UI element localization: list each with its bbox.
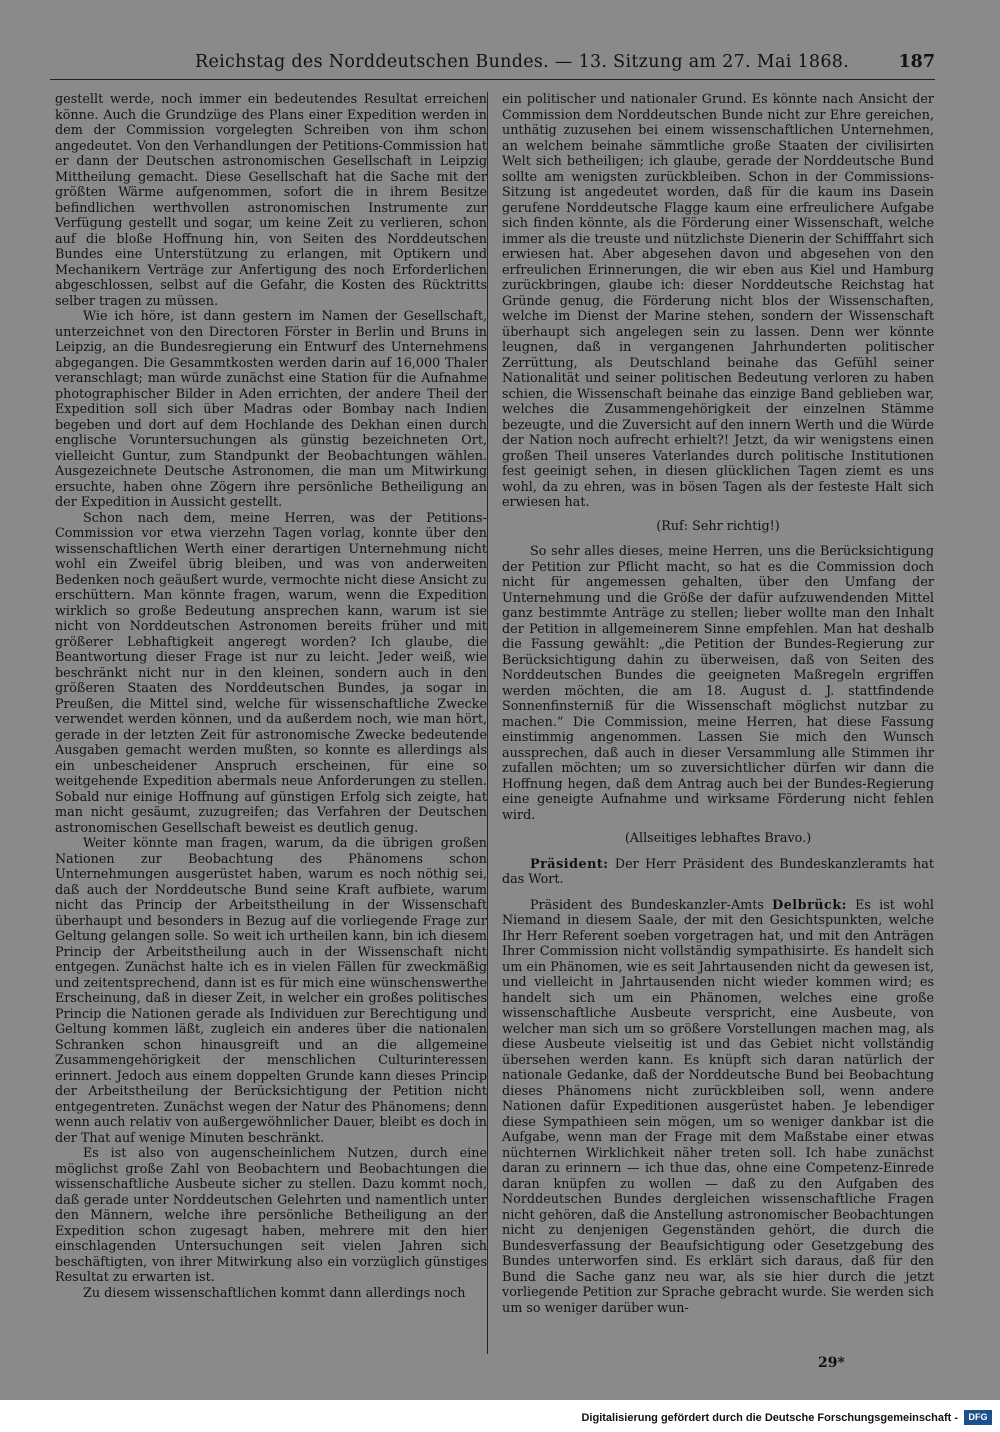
paragraph: ein politischer und nationaler Grund. Es könnte nach Ansicht der Commission dem Norddeutschen Bunde nicht zur Ehre gereichen, unthätig zuzusehen bei einem wissenschaftlichen Unternehmen, an welchem beinahe sämmtliche große Staaten der civilisirten Welt sich betheiligen; ich glaube, gerade der Norddeutsche Bund sollte am wenigsten zurückbleiben. Schon in der Commissions-Sitzung ist angedeutet worden, daß für die kaum ins Dasein gerufene Norddeutsche Flagge kaum eine erfreulichere Aufgabe sich finden könnte, als die Förderung einer Wissenschaft, welche immer als die treuste und nützlichste Dienerin der Schifffahrt sich erwiesen hat. Aber abgesehen davon und abgesehen von den erfreulichen Erinnerungen, die wir eben aus Kiel und Hamburg zurückbringen, glaube ich: dieser Norddeutsche Reichstag hat Gründe genug, die Förderung nicht blos der Wissenschaften, welche im Dienst der Marine stehen, sondern der Wissenschaft überhaupt sich angelegen sein zu lassen. Denn wer könnte leugnen, daß in vergangenen Jahrhunderten politischer Zerrüttung, als Deutschland beinahe das Gefühl seiner Nationalität und seiner politischen Bedeutung verloren zu haben schien, die Wissenschaft beinahe das einzige Band geblieben war, welches die Zusammengehörigkeit der einzelnen Stämme bezeugte, und die Zuversicht auf den innern Werth und die Würde der Nation noch aufrecht erhielt?! Jetzt, da wir wenigstens einen großen Theil unseres Vaterlandes durch politische Institutionen fest geeinigt sehen, in diesen glücklichen Tagen ziemt es uns wohl, da zu ehren, was in bösen Tagen als der festeste Halt sich erwiesen hat. [502,92,934,510]
speech-text: Es ist wohl Niemand in diesem Saale, der mit den Gesichtspunkten, welche Ihr Herr Referent soeben vorgetragen hat, und mit den Anträgen Ihrer Commission nicht vollständig sympathisirte. Es handelt sich um ein Phänomen, wie es seit Jahrtausenden nicht da gewesen ist, und vielleicht in Jahrtausenden nicht wieder kommen wird; es handelt sich um ein Phänomen, welches eine große wissenschaftliche Ausbeute verspricht, eine Ausbeute, von welcher man sich um so größere Vorstellungen machen mag, als diese Ausbeute vielseitig ist und das Gebiet nicht vollständig übersehen werden kann. Es knüpft sich daran natürlich der nationale Gedanke, daß der Norddeutsche Bund bei Beobachtung dieses Phänomens nicht zurückbleiben soll, wenn andere Nationen dafür Expeditionen ausgerüstet haben. Je lebendiger diese Sympathieen sein mögen, um so weniger dankbar ist die Aufgabe, wenn man der Frage mit dem Maßstabe einer etwas nüchternen Wirklichkeit näher treten soll. Ich habe zunächst daran zu erinnern — ich thue das, ohne eine Competenz-Einrede daran knüpfen zu wollen — daß zu den Aufgaben des Norddeutschen Bundes dergleichen wissenschaftliche Fragen nicht gehören, daß die Anstellung astronomischer Beobachtungen nicht zu denjenigen Gegenständen gehört, die durch die Bundesverfassung der Beaufsichtigung oder Gesetzgebung des Bundes unterworfen sind. Es erklärt sich daraus, daß für den Bund die Sache ganz neu war, als sie hier durch die jetzt vorliegende Petition zur Sprache gebracht wurde. Sie werden sich um so weniger darüber wun- [502,897,934,1316]
speech-text: Der Herr Präsident des Bundeskanzleramts hat das Wort. [502,856,934,887]
paragraph: gestellt werde, noch immer ein bedeutendes Resultat erreichen könne. Auch die Grundzüge des Plans einer Expedition werden in dem der Commission vorgelegten Schreiben von ihm schon angedeutet. Von den Verhandlungen der Petitions-Commission hat er dann der Deutschen astronomischen Gesellschaft in Leipzig Mittheilung gemacht. Diese Gesellschaft hat die Sache mit der größten Wärme aufgenommen, sofort die in ihrem Besitze befindlichen werthvollen astronomischen Instrumente zur Verfügung gestellt und sogar, um keine Zeit zu verlieren, schon auf die bloße Hoffnung hin, von Seiten des Norddeutschen Bundes eine Unterstützung zu erlangen, mit Optikern und Mechanikern Verträge zur Anfertigung des noch Erforderlichen abgeschlossen, selbst auf die Gefahr, die Kosten des Rücktritts selber tragen zu müssen. [55,92,487,309]
left-column [55,92,487,1301]
page-header [195,52,935,78]
paragraph: So sehr alles dieses, meine Herren, uns die Berücksichtigung der Petition zur Pflicht macht, so hat es die Commission doch nicht für angemessen gehalten, über den Umfang der Unternehmung und die Größe der dafür aufzuwendenden Mittel ganz bestimmte Anträge zu stellen; lieber wollte man den Inhalt der Petition in allgemeinerem Sinne empfehlen. Man hat deshalb die Fassung gewählt: „die Petition der Bundes-Regierung zur Berücksichtigung dahin zu überweisen, daß von Seiten des Norddeutschen Bundes die geeigneten Maßregeln ergriffen werden möchten, die am 18. August d. J. stattfindende Sonnenfinsterniß für die Wissenschaft möglichst nutzbar zu machen.“ Die Commission, meine Herren, hat diese Fassung einstimmig angenommen. Lassen Sie mich den Wunsch aussprechen, daß auch in dieser Versammlung alle Stimmen ihr zufallen möchten; um so zuversichtlicher dürfen wir dann die Hoffnung hegen, daß dem Antrag auch bei der Bundes-Regierung eine geneigte Aufnahme und wirksame Förderung nicht fehlen wird. [502,544,934,823]
paragraph: Schon nach dem, meine Herren, was der Petitions-Commission vor etwa vierzehn Tagen vorlag, konnte über den wissenschaftlichen Werth einer derartigen Unternehmung nicht wohl ein Zweifel übrig bleiben, und was von anderweiten Bedenken noch geäußert wurde, vermochte nicht diese Ansicht zu erschüttern. Man könnte fragen, warum, wenn die Expedition wirklich so große Bedeutung ansprechen kann, warum ist sie nicht von Norddeutschen Astronomen bereits früher und mit größerer Lebhaftigkeit angeregt worden? Ich glaube, die Beantwortung dieser Frage ist nur zu leicht. Jeder weiß, wie beschränkt nicht nur in den kleinen, sondern auch in den größeren Staaten des Norddeutschen Bundes, ja sogar in Preußen, die Mittel sind, welche für wissenschaftliche Zwecke verwendet werden können, und da außerdem noch, wie man hört, gerade in der letzten Zeit für astronomische Zwecke bedeutende Ausgaben gemacht werden mußten, so konnte es allerdings als ein unbescheidener Anspruch erscheinen, für eine so weitgehende Expedition abermals neue Anforderungen zu stellen. Sobald nur einige Hoffnung auf günstigen Erfolg sich zeigte, hat man nicht gesäumt, zuzugreifen; das Verfahren der Deutschen astronomischen Gesellschaft beweist es deutlich genug. [55,510,487,836]
interjection: (Ruf: Sehr richtig!) [656,518,780,534]
speaker-name: Präsident: [530,856,609,872]
funding-note: Digitalisierung gefördert durch die Deutsche Forschungsgemeinschaft - [581,1412,958,1424]
speaker-paragraph [502,857,934,888]
paragraph: Zu diesem wissenschaftlichen kommt dann allerdings noch [83,1285,466,1301]
speaker-paragraph [502,898,934,1317]
page-number: 187 [898,52,935,72]
dfg-logo-icon: DFG [964,1410,992,1425]
interjection: (Allseitiges lebhaftes Bravo.) [624,831,812,846]
paragraph: Es ist also von augenscheinlichem Nutzen, durch eine möglichst große Zahl von Beobachtern und Beobachtungen die wissenschaftliche Ausbeute sicher zu stellen. Dazu kommt noch, daß gerade unter Norddeutschen Gelehrten und namentlich unter den Männern, welche ihre persönliche Betheiligung an der Expedition schon zugesagt haben, mehrere mit den hier einschlagenden Untersuchungen seit vielen Jahren sich beschäftigten, von ihrer Mitwirkung also ein vorzüglich günstiges Resultat zu erwarten ist. [55,1146,487,1285]
column-divider [487,92,488,1354]
speaker-title: Präsident des Bundeskanzler-Amts [530,897,764,913]
footer-bar [0,1400,1000,1432]
sheet-signature: 29* [818,1355,845,1371]
paragraph: Weiter könnte man fragen, warum, da die übrigen großen Nationen zur Beobachtung des Phänomens schon Unternehmungen ausgerüstet haben, warum es noch nöthig sei, daß auch der Norddeutsche Bund seine Kraft aufbiete, warum nicht das Princip der Arbeitstheilung in der Wissenschaft überhaupt und besonders in Bezug auf die vorliegende Frage zur Geltung gelangen solle. So weit ich urtheilen kann, bin ich diesem Princip der Arbeitstheilung auch in der Wissenschaft nicht entgegen. Zunächst halte ich es in vielen Fällen für zweckmäßig und zeitentsprechend, dann ist es für mich eine wünschenswerthe Erscheinung, daß in dieser Zeit, in welcher ein großes politisches Princip die Nationen gerade als Individuen zur Berechtigung und Geltung kommen läßt, zugleich ein anderes über die nationalen Schranken schon hinausgreift und an die allgemeine Zusammengehörigkeit der menschlichen Culturinteressen erinnert. Jedoch aus einem doppelten Grunde kann dieses Princip der Arbeitstheilung der Berücksichtigung der Petition nicht entgegentreten. Zunächst wegen der Natur des Phänomens; denn wenn auch relativ von außergewöhnlicher Dauer, bleibt es doch in der That auf wenige Minuten beschränkt. [55,836,487,1146]
header-rule [50,79,935,80]
speaker-name: Delbrück: [772,897,847,913]
paragraph: Wie ich höre, ist dann gestern im Namen der Gesellschaft, unterzeichnet von den Directoren Förster in Berlin und Bruns in Leipzig, an die Bundesregierung ein Entwurf des Unternehmens abgegangen. Die Gesammtkosten werden darin auf 16,000 Thaler veranschlagt; man würde zunächst eine Station für die Aufnahme photographischer Bilder in Aden errichten, der andere Theil der Expedition soll sich über Madras oder Bombay nach Indien begeben und dort auf dem Hochlande des Dekhan einen durch englische Voruntersuchungen als günstig bezeichneten Ort, vielleicht Guntur, zum Standpunkt der Beobachtungen wählen. Ausgezeichnete Deutsche Astronomen, die man um Mitwirkung ersuchte, haben ohne Zögern ihre persönliche Betheiligung an der Expedition in Aussicht gestellt. [55,309,487,510]
right-column [502,92,934,1316]
running-title: Reichstag des Norddeutschen Bundes. — 13. Sitzung am 27. Mai 1868. [195,52,850,72]
